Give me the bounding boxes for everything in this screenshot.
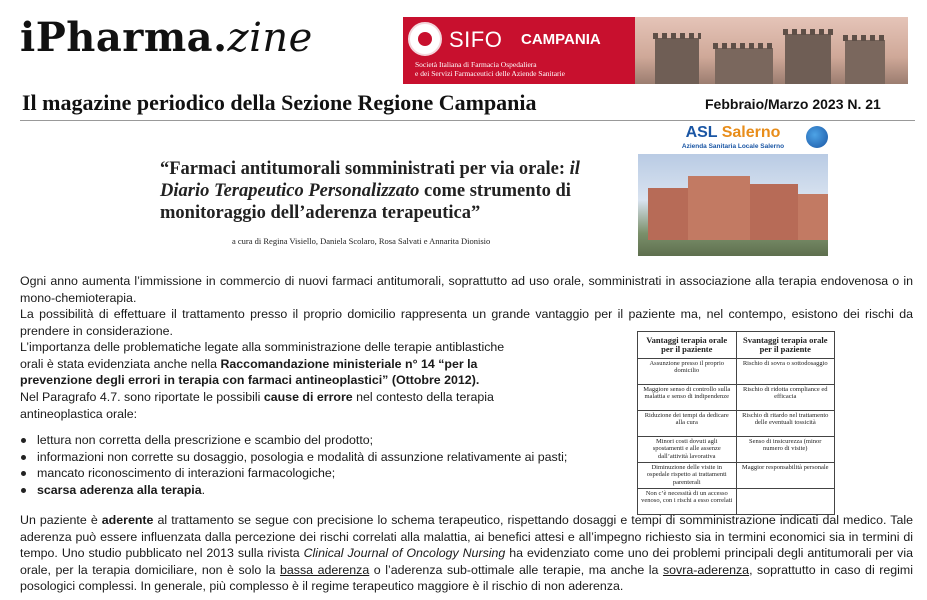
sifo-banner	[403, 17, 908, 84]
list-item: lettura non corretta della prescrizione e scambio del prodotto;	[20, 432, 620, 449]
magazine-title: iPharma.zine	[20, 14, 313, 61]
bullet-icon	[21, 438, 26, 443]
article-title: “Farmaci antitumorali somministrati per via orale: il Diario Terapeutico Personalizzato come strumento di monitoraggio dell’aderenza terapeutica”	[160, 159, 580, 223]
list-item: mancato riconoscimento di interazioni farmacologiche;	[20, 465, 620, 482]
list-item: scarsa aderenza alla terapia.	[20, 482, 620, 499]
table-cell: Rischio di ridotta compliance ed efficacia	[736, 385, 835, 411]
sifo-region: CAMPANIA	[521, 31, 601, 48]
bullet-icon	[21, 455, 26, 460]
table-cell	[736, 489, 835, 515]
paragraph-intro: Ogni anno aumenta l’immissione in commercio di nuovi farmaci antitumorali, soprattutto ad uso orale, somministrati in associazione alla terapia endovenosa o in mono-chemioterapia.	[20, 274, 913, 305]
sifo-seal-icon	[408, 22, 442, 56]
table-row	[638, 411, 835, 437]
asl-subtitle: Azienda Sanitaria Locale Salerno	[681, 143, 785, 150]
table-cell: Non c’è necessità di un accesso venoso, con i rischi a esso correlati	[638, 489, 737, 515]
bullet-icon	[21, 488, 26, 493]
table-header-disadvantages: Svantaggi terapia orale per il paziente	[736, 332, 835, 359]
sifo-description: Società Italiana di Farmacia Ospedaliera e dei Servizi Farmaceutici delle Aziende Sanitarie	[415, 60, 565, 78]
table-cell: Riduzione dei tempi da dedicare alla cura	[638, 411, 737, 437]
table-cell: Rischio di sovra o sottodosaggio	[736, 359, 835, 385]
magazine-subtitle: Il magazine periodico della Sezione Regione Campania	[22, 90, 537, 115]
table-row	[638, 385, 835, 411]
list-item: informazioni non corrette su dosaggio, posologia e modalità di assunzione relativamente ai pasti;	[20, 449, 620, 466]
castle-photo	[635, 17, 908, 84]
error-causes-list	[20, 432, 620, 498]
table-row	[638, 489, 835, 515]
paragraph-home-treatment: La possibilità di effettuare il trattamento presso il proprio domicilio rappresenta un grande vantaggio per il paziente ma, nel contempo, esistono dei rischi da prendere in considerazione.	[20, 307, 913, 338]
paragraph-adherence: Un paziente è aderente al trattamento se segue con precisione lo schema terapeutico, rispettando dosaggi e tempi di somministrazione indicati dal medico. Tale aderenza può essere influenzata dalla percezione dei rischi correlati alla malattia, ai benefici attesi e all’impegno richiesto sia in termini economici sia in termini di tempo. Uno studio pubblicato nel 2013 sulla rivista Clinical Journal of Oncology Nursing ha evidenziato come uno dei problemi principali degli antitumorali per via orale, per la terapia domiciliare, non è solo la bassa aderenza o l’aderenza sub-ottimale alle terapie, ma anche la sovra-aderenza, soprattutto in caso di regimi posologici complessi. In generale, più complesso è il regime terapeutico maggiore è il rischio di non aderenza.	[20, 513, 914, 593]
table-header-advantages: Vantaggi terapia orale per il paziente	[638, 332, 737, 359]
paragraph-recommendation: L’importanza delle problematiche legate alla somministrazione delle terapie antiblastiche orali è stata evidenziata anche nella Raccomandazione ministeriale n° 14 “per la prevenzione degli errori in terapia con farmaci antineoplastici” (Ottobre 2012).	[20, 340, 505, 387]
table-row	[638, 359, 835, 385]
table-cell: Senso di insicurezza (minor numero di visite)	[736, 437, 835, 463]
sifo-name: SIFO	[449, 27, 503, 52]
oral-therapy-table	[637, 331, 835, 515]
table-cell: Maggior responsabilità personale	[736, 463, 835, 489]
asl-salerno-box	[638, 124, 828, 256]
issue-label: Febbraio/Marzo 2023 N. 21	[705, 96, 881, 112]
table-cell: Assunzione presso il proprio domicilio	[638, 359, 737, 385]
paragraph-error-causes: Nel Paragrafo 4.7. sono riportate le possibili cause di errore nel contesto della terapia antineoplastica orale:	[20, 390, 494, 421]
table-cell: Diminuzione delle visite in ospedale rispetto ai trattamenti parenterali	[638, 463, 737, 489]
article-authors: a cura di Regina Visiello, Daniela Scolaro, Rosa Salvati e Annarita Dionisio	[232, 236, 491, 246]
bullet-icon	[21, 471, 26, 476]
header-divider	[20, 120, 915, 121]
hospital-photo	[638, 154, 828, 256]
asl-logo-text: ASL Salerno	[685, 124, 781, 141]
table-row	[638, 437, 835, 463]
table-row	[638, 463, 835, 489]
table-cell: Rischio di ritardo nel trattamento delle eventuali tossicità	[736, 411, 835, 437]
table-cell: Minori costi dovuti agli spostamenti e alle assenze dall’attività lavorativa	[638, 437, 737, 463]
table-cell: Maggiore senso di controllo sulla malattia e senso di indipendenze	[638, 385, 737, 411]
